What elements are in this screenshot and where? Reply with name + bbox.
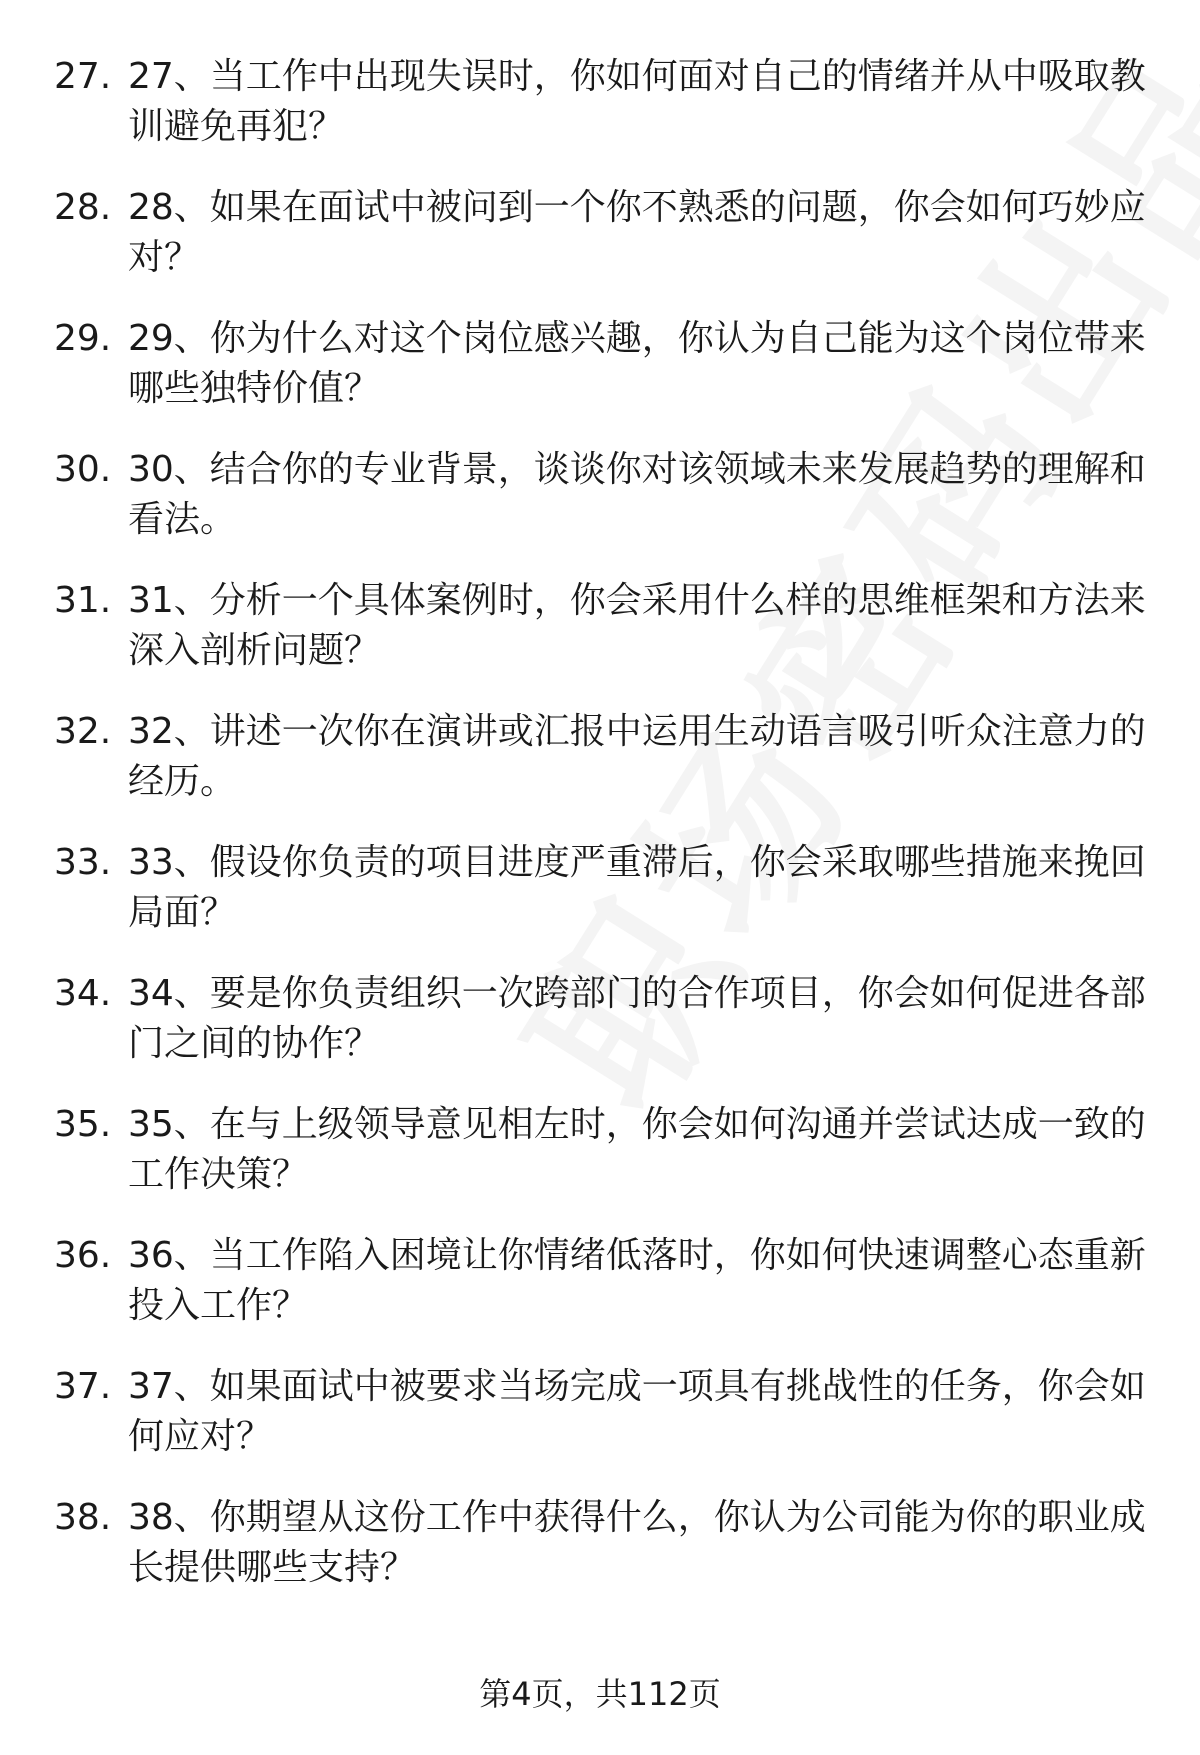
list-item	[0, 445, 1200, 576]
list-item	[0, 576, 1200, 707]
item-number: 27.	[54, 56, 112, 97]
question-text: 34、要是你负责组织一次跨部门的合作项目，你会如何促进各部门之间的协作？	[128, 973, 1146, 1064]
question-list	[0, 52, 1200, 1624]
question-text: 29、你为什么对这个岗位感兴趣，你认为自己能为这个岗位带来哪些独特价值？	[128, 318, 1146, 409]
item-number: 32.	[54, 711, 112, 752]
list-item	[0, 969, 1200, 1100]
list-item	[0, 1493, 1200, 1624]
question-text: 35、在与上级领导意见相左时，你会如何沟通并尝试达成一致的工作决策？	[128, 1104, 1146, 1195]
list-item	[0, 707, 1200, 838]
list-item	[0, 183, 1200, 314]
item-number: 31.	[54, 580, 112, 621]
question-text: 38、你期望从这份工作中获得什么，你认为公司能为你的职业成长提供哪些支持？	[128, 1497, 1146, 1588]
question-text: 28、如果在面试中被问到一个你不熟悉的问题，你会如何巧妙应对？	[128, 187, 1146, 278]
item-number: 38.	[54, 1497, 112, 1538]
list-item	[0, 838, 1200, 969]
question-text: 32、讲述一次你在演讲或汇报中运用生动语言吸引听众注意力的经历。	[128, 711, 1146, 802]
item-number: 30.	[54, 449, 112, 490]
item-number: 36.	[54, 1235, 112, 1276]
item-number: 29.	[54, 318, 112, 359]
question-text: 33、假设你负责的项目进度严重滞后，你会采取哪些措施来挽回局面？	[128, 842, 1146, 933]
question-text: 36、当工作陷入困境让你情绪低落时，你如何快速调整心态重新投入工作？	[128, 1235, 1146, 1326]
list-item	[0, 1362, 1200, 1493]
item-number: 28.	[54, 187, 112, 228]
item-number: 37.	[54, 1366, 112, 1407]
item-number: 33.	[54, 842, 112, 883]
item-number: 34.	[54, 973, 112, 1014]
page-footer: 第4页，共112页	[479, 1675, 721, 1713]
list-item	[0, 1100, 1200, 1231]
question-text: 30、结合你的专业背景，谈谈你对该领域未来发展趋势的理解和看法。	[128, 449, 1146, 540]
item-number: 35.	[54, 1104, 112, 1145]
list-item	[0, 52, 1200, 183]
question-text: 27、当工作中出现失误时，你如何面对自己的情绪并从中吸取教训避免再犯？	[128, 56, 1146, 147]
list-item	[0, 1231, 1200, 1362]
question-text: 31、分析一个具体案例时，你会采用什么样的思维框架和方法来深入剖析问题？	[128, 580, 1146, 671]
list-item	[0, 314, 1200, 445]
question-text: 37、如果面试中被要求当场完成一项具有挑战性的任务，你会如何应对？	[128, 1366, 1146, 1457]
